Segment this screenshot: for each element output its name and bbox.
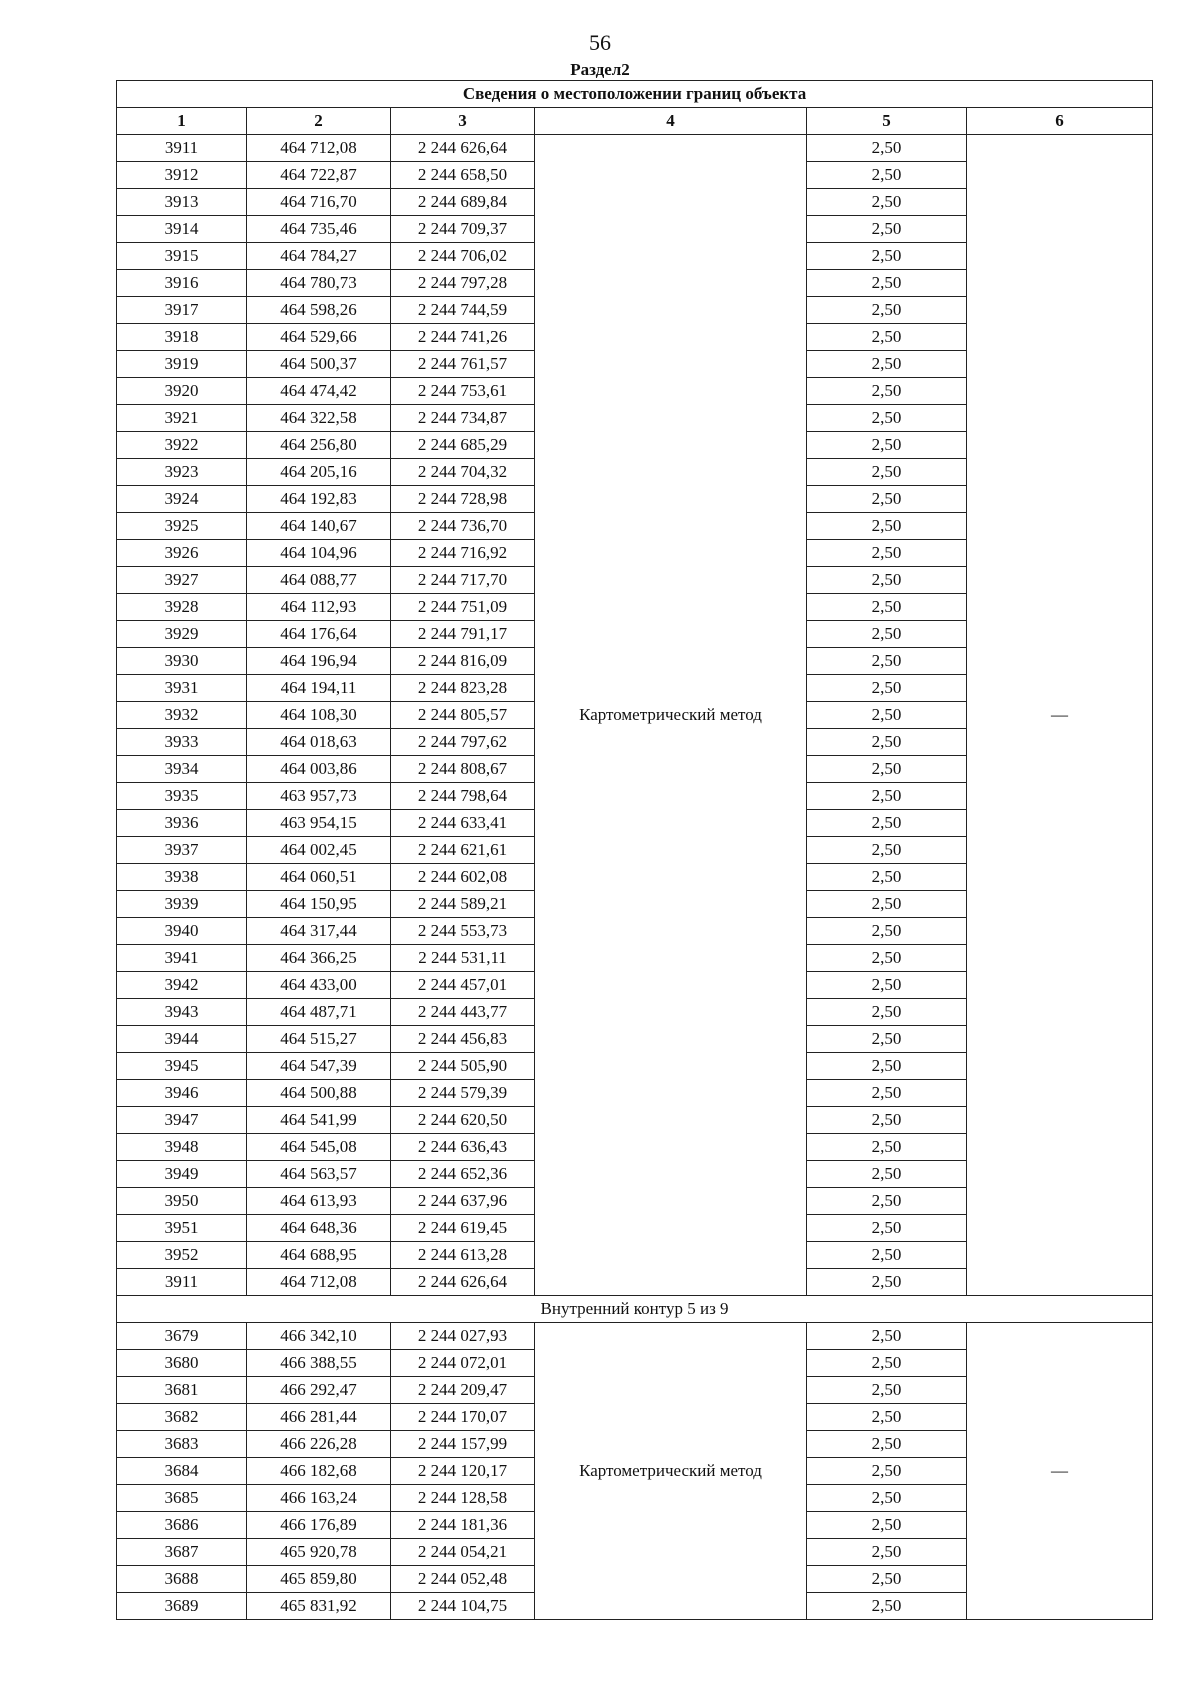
point-number: 3936 xyxy=(117,810,247,837)
table-row xyxy=(117,135,1153,162)
coordinate-x: 466 176,89 xyxy=(247,1512,391,1539)
coordinate-y: 2 244 751,09 xyxy=(391,594,535,621)
accuracy-value: 2,50 xyxy=(807,1485,967,1512)
accuracy-value: 2,50 xyxy=(807,1161,967,1188)
coordinate-y: 2 244 741,26 xyxy=(391,324,535,351)
point-number: 3911 xyxy=(117,135,247,162)
point-number: 3938 xyxy=(117,864,247,891)
accuracy-value: 2,50 xyxy=(807,1323,967,1350)
point-number: 3913 xyxy=(117,189,247,216)
point-number: 3922 xyxy=(117,432,247,459)
accuracy-value: 2,50 xyxy=(807,756,967,783)
point-number: 3920 xyxy=(117,378,247,405)
coordinate-y: 2 244 728,98 xyxy=(391,486,535,513)
point-number: 3688 xyxy=(117,1566,247,1593)
point-number: 3686 xyxy=(117,1512,247,1539)
coordinate-y: 2 244 823,28 xyxy=(391,675,535,702)
coordinate-y: 2 244 626,64 xyxy=(391,135,535,162)
accuracy-value: 2,50 xyxy=(807,1404,967,1431)
coordinate-y: 2 244 797,28 xyxy=(391,270,535,297)
description-cell: — xyxy=(967,135,1153,1296)
accuracy-value: 2,50 xyxy=(807,1053,967,1080)
coordinate-x: 464 735,46 xyxy=(247,216,391,243)
coordinate-y: 2 244 626,64 xyxy=(391,1269,535,1296)
accuracy-value: 2,50 xyxy=(807,216,967,243)
coordinate-x: 464 487,71 xyxy=(247,999,391,1026)
accuracy-value: 2,50 xyxy=(807,783,967,810)
coordinate-y: 2 244 553,73 xyxy=(391,918,535,945)
point-number: 3918 xyxy=(117,324,247,351)
coordinate-y: 2 244 054,21 xyxy=(391,1539,535,1566)
coordinate-x: 464 688,95 xyxy=(247,1242,391,1269)
point-number: 3951 xyxy=(117,1215,247,1242)
coordinate-x: 464 529,66 xyxy=(247,324,391,351)
coordinate-y: 2 244 104,75 xyxy=(391,1593,535,1620)
point-number: 3927 xyxy=(117,567,247,594)
coordinate-x: 464 060,51 xyxy=(247,864,391,891)
point-number: 3925 xyxy=(117,513,247,540)
point-number: 3911 xyxy=(117,1269,247,1296)
accuracy-value: 2,50 xyxy=(807,162,967,189)
point-number: 3679 xyxy=(117,1323,247,1350)
accuracy-value: 2,50 xyxy=(807,1134,967,1161)
point-number: 3914 xyxy=(117,216,247,243)
coordinate-x: 464 722,87 xyxy=(247,162,391,189)
coordinate-x: 464 500,88 xyxy=(247,1080,391,1107)
point-number: 3681 xyxy=(117,1377,247,1404)
coordinate-y: 2 244 027,93 xyxy=(391,1323,535,1350)
table-row xyxy=(117,1323,1153,1350)
accuracy-value: 2,50 xyxy=(807,1269,967,1296)
coordinate-x: 464 002,45 xyxy=(247,837,391,864)
point-number: 3689 xyxy=(117,1593,247,1620)
coordinate-x: 464 108,30 xyxy=(247,702,391,729)
coordinate-y: 2 244 128,58 xyxy=(391,1485,535,1512)
accuracy-value: 2,50 xyxy=(807,432,967,459)
description-cell: — xyxy=(967,1323,1153,1620)
point-number: 3933 xyxy=(117,729,247,756)
point-number: 3952 xyxy=(117,1242,247,1269)
coordinate-x: 464 003,86 xyxy=(247,756,391,783)
accuracy-value: 2,50 xyxy=(807,135,967,162)
point-number: 3926 xyxy=(117,540,247,567)
coordinate-y: 2 244 652,36 xyxy=(391,1161,535,1188)
page-number: 56 xyxy=(589,30,611,55)
coordinate-y: 2 244 808,67 xyxy=(391,756,535,783)
coordinate-x: 466 292,47 xyxy=(247,1377,391,1404)
coordinate-y: 2 244 717,70 xyxy=(391,567,535,594)
coordinate-x: 464 547,39 xyxy=(247,1053,391,1080)
point-number: 3941 xyxy=(117,945,247,972)
table-title: Сведения о местоположении границ объекта xyxy=(117,81,1153,108)
coordinate-y: 2 244 689,84 xyxy=(391,189,535,216)
coordinate-x: 464 150,95 xyxy=(247,891,391,918)
point-number: 3945 xyxy=(117,1053,247,1080)
point-number: 3931 xyxy=(117,675,247,702)
column-header-3: 3 xyxy=(391,108,535,135)
point-number: 3946 xyxy=(117,1080,247,1107)
point-number: 3687 xyxy=(117,1539,247,1566)
point-number: 3943 xyxy=(117,999,247,1026)
coordinate-x: 464 018,63 xyxy=(247,729,391,756)
accuracy-value: 2,50 xyxy=(807,1566,967,1593)
point-number: 3949 xyxy=(117,1161,247,1188)
accuracy-value: 2,50 xyxy=(807,1377,967,1404)
accuracy-value: 2,50 xyxy=(807,648,967,675)
coordinate-y: 2 244 181,36 xyxy=(391,1512,535,1539)
point-number: 3919 xyxy=(117,351,247,378)
coordinate-y: 2 244 072,01 xyxy=(391,1350,535,1377)
boundary-coordinates-table xyxy=(116,80,1153,1620)
coordinate-x: 464 088,77 xyxy=(247,567,391,594)
accuracy-value: 2,50 xyxy=(807,351,967,378)
coordinate-x: 466 342,10 xyxy=(247,1323,391,1350)
coordinate-x: 464 515,27 xyxy=(247,1026,391,1053)
coordinate-x: 465 831,92 xyxy=(247,1593,391,1620)
column-header-6: 6 xyxy=(967,108,1153,135)
coordinate-y: 2 244 505,90 xyxy=(391,1053,535,1080)
coordinate-y: 2 244 209,47 xyxy=(391,1377,535,1404)
point-number: 3950 xyxy=(117,1188,247,1215)
coordinate-x: 464 598,26 xyxy=(247,297,391,324)
column-header-1: 1 xyxy=(117,108,247,135)
point-number: 3944 xyxy=(117,1026,247,1053)
point-number: 3924 xyxy=(117,486,247,513)
point-number: 3929 xyxy=(117,621,247,648)
coordinate-x: 464 366,25 xyxy=(247,945,391,972)
point-number: 3685 xyxy=(117,1485,247,1512)
coordinate-y: 2 244 456,83 xyxy=(391,1026,535,1053)
coordinate-x: 464 780,73 xyxy=(247,270,391,297)
coordinate-x: 466 226,28 xyxy=(247,1431,391,1458)
coordinate-x: 464 322,58 xyxy=(247,405,391,432)
point-number: 3932 xyxy=(117,702,247,729)
accuracy-value: 2,50 xyxy=(807,540,967,567)
accuracy-value: 2,50 xyxy=(807,1350,967,1377)
accuracy-value: 2,50 xyxy=(807,1107,967,1134)
coordinate-y: 2 244 602,08 xyxy=(391,864,535,891)
coordinate-y: 2 244 531,11 xyxy=(391,945,535,972)
coordinate-x: 465 920,78 xyxy=(247,1539,391,1566)
coordinate-y: 2 244 744,59 xyxy=(391,297,535,324)
coordinate-x: 464 196,94 xyxy=(247,648,391,675)
coordinate-y: 2 244 457,01 xyxy=(391,972,535,999)
coordinate-y: 2 244 798,64 xyxy=(391,783,535,810)
coordinate-x: 464 712,08 xyxy=(247,1269,391,1296)
coordinate-x: 464 256,80 xyxy=(247,432,391,459)
accuracy-value: 2,50 xyxy=(807,189,967,216)
coordinate-x: 464 541,99 xyxy=(247,1107,391,1134)
column-header-2: 2 xyxy=(247,108,391,135)
coordinate-x: 464 140,67 xyxy=(247,513,391,540)
accuracy-value: 2,50 xyxy=(807,486,967,513)
coordinate-y: 2 244 706,02 xyxy=(391,243,535,270)
column-header-4: 4 xyxy=(535,108,807,135)
coordinate-x: 464 712,08 xyxy=(247,135,391,162)
coordinate-y: 2 244 791,17 xyxy=(391,621,535,648)
point-number: 3917 xyxy=(117,297,247,324)
coordinate-x: 464 474,42 xyxy=(247,378,391,405)
coordinate-y: 2 244 052,48 xyxy=(391,1566,535,1593)
contour-label-row xyxy=(117,1296,1153,1323)
coordinate-x: 466 182,68 xyxy=(247,1458,391,1485)
coordinate-y: 2 244 157,99 xyxy=(391,1431,535,1458)
coordinate-x: 464 176,64 xyxy=(247,621,391,648)
accuracy-value: 2,50 xyxy=(807,1242,967,1269)
accuracy-value: 2,50 xyxy=(807,270,967,297)
coordinate-y: 2 244 797,62 xyxy=(391,729,535,756)
coordinate-y: 2 244 633,41 xyxy=(391,810,535,837)
point-number: 3682 xyxy=(117,1404,247,1431)
accuracy-value: 2,50 xyxy=(807,405,967,432)
accuracy-value: 2,50 xyxy=(807,567,967,594)
coordinate-x: 466 281,44 xyxy=(247,1404,391,1431)
point-number: 3940 xyxy=(117,918,247,945)
coordinate-y: 2 244 443,77 xyxy=(391,999,535,1026)
accuracy-value: 2,50 xyxy=(807,945,967,972)
coordinate-x: 466 163,24 xyxy=(247,1485,391,1512)
accuracy-value: 2,50 xyxy=(807,675,967,702)
point-number: 3923 xyxy=(117,459,247,486)
accuracy-value: 2,50 xyxy=(807,837,967,864)
point-number: 3934 xyxy=(117,756,247,783)
coordinate-x: 464 716,70 xyxy=(247,189,391,216)
point-number: 3684 xyxy=(117,1458,247,1485)
coordinate-x: 464 433,00 xyxy=(247,972,391,999)
coordinate-y: 2 244 685,29 xyxy=(391,432,535,459)
accuracy-value: 2,50 xyxy=(807,702,967,729)
accuracy-value: 2,50 xyxy=(807,324,967,351)
coordinate-y: 2 244 620,50 xyxy=(391,1107,535,1134)
point-number: 3915 xyxy=(117,243,247,270)
accuracy-value: 2,50 xyxy=(807,621,967,648)
method-cell: Картометрический метод xyxy=(535,135,807,1296)
coordinate-y: 2 244 658,50 xyxy=(391,162,535,189)
point-number: 3928 xyxy=(117,594,247,621)
point-number: 3948 xyxy=(117,1134,247,1161)
accuracy-value: 2,50 xyxy=(807,1539,967,1566)
accuracy-value: 2,50 xyxy=(807,1431,967,1458)
table-body xyxy=(117,135,1153,1620)
accuracy-value: 2,50 xyxy=(807,1026,967,1053)
coordinate-x: 464 104,96 xyxy=(247,540,391,567)
point-number: 3942 xyxy=(117,972,247,999)
coordinate-x: 466 388,55 xyxy=(247,1350,391,1377)
accuracy-value: 2,50 xyxy=(807,1215,967,1242)
coordinate-y: 2 244 761,57 xyxy=(391,351,535,378)
coordinate-x: 464 194,11 xyxy=(247,675,391,702)
accuracy-value: 2,50 xyxy=(807,918,967,945)
method-cell: Картометрический метод xyxy=(535,1323,807,1620)
accuracy-value: 2,50 xyxy=(807,297,967,324)
coordinate-y: 2 244 637,96 xyxy=(391,1188,535,1215)
coordinate-y: 2 244 613,28 xyxy=(391,1242,535,1269)
column-header-5: 5 xyxy=(807,108,967,135)
coordinate-y: 2 244 805,57 xyxy=(391,702,535,729)
accuracy-value: 2,50 xyxy=(807,729,967,756)
accuracy-value: 2,50 xyxy=(807,1512,967,1539)
coordinate-y: 2 244 621,61 xyxy=(391,837,535,864)
accuracy-value: 2,50 xyxy=(807,864,967,891)
accuracy-value: 2,50 xyxy=(807,810,967,837)
coordinate-x: 464 500,37 xyxy=(247,351,391,378)
coordinate-y: 2 244 704,32 xyxy=(391,459,535,486)
point-number: 3680 xyxy=(117,1350,247,1377)
accuracy-value: 2,50 xyxy=(807,459,967,486)
coordinate-y: 2 244 736,70 xyxy=(391,513,535,540)
accuracy-value: 2,50 xyxy=(807,999,967,1026)
coordinate-x: 464 563,57 xyxy=(247,1161,391,1188)
point-number: 3930 xyxy=(117,648,247,675)
coordinate-y: 2 244 120,17 xyxy=(391,1458,535,1485)
point-number: 3683 xyxy=(117,1431,247,1458)
accuracy-value: 2,50 xyxy=(807,972,967,999)
coordinate-x: 464 784,27 xyxy=(247,243,391,270)
coordinate-y: 2 244 709,37 xyxy=(391,216,535,243)
accuracy-value: 2,50 xyxy=(807,1188,967,1215)
accuracy-value: 2,50 xyxy=(807,1080,967,1107)
coordinate-x: 464 112,93 xyxy=(247,594,391,621)
coordinate-y: 2 244 753,61 xyxy=(391,378,535,405)
column-header-row xyxy=(117,108,1153,135)
coordinate-y: 2 244 579,39 xyxy=(391,1080,535,1107)
accuracy-value: 2,50 xyxy=(807,243,967,270)
accuracy-value: 2,50 xyxy=(807,891,967,918)
point-number: 3916 xyxy=(117,270,247,297)
coordinate-x: 463 957,73 xyxy=(247,783,391,810)
point-number: 3947 xyxy=(117,1107,247,1134)
coordinate-x: 464 648,36 xyxy=(247,1215,391,1242)
coordinate-x: 464 317,44 xyxy=(247,918,391,945)
accuracy-value: 2,50 xyxy=(807,378,967,405)
coordinate-y: 2 244 170,07 xyxy=(391,1404,535,1431)
point-number: 3921 xyxy=(117,405,247,432)
contour-label: Внутренний контур 5 из 9 xyxy=(117,1296,1153,1323)
coordinate-y: 2 244 716,92 xyxy=(391,540,535,567)
accuracy-value: 2,50 xyxy=(807,1458,967,1485)
coordinate-y: 2 244 636,43 xyxy=(391,1134,535,1161)
coordinate-x: 464 205,16 xyxy=(247,459,391,486)
point-number: 3935 xyxy=(117,783,247,810)
coordinate-y: 2 244 734,87 xyxy=(391,405,535,432)
coordinate-x: 464 545,08 xyxy=(247,1134,391,1161)
point-number: 3912 xyxy=(117,162,247,189)
coordinate-x: 463 954,15 xyxy=(247,810,391,837)
point-number: 3937 xyxy=(117,837,247,864)
coordinate-x: 464 613,93 xyxy=(247,1188,391,1215)
coordinate-y: 2 244 816,09 xyxy=(391,648,535,675)
coordinate-y: 2 244 589,21 xyxy=(391,891,535,918)
section-title: Раздел2 xyxy=(570,60,630,79)
accuracy-value: 2,50 xyxy=(807,1593,967,1620)
coordinate-y: 2 244 619,45 xyxy=(391,1215,535,1242)
accuracy-value: 2,50 xyxy=(807,513,967,540)
coordinate-x: 464 192,83 xyxy=(247,486,391,513)
point-number: 3939 xyxy=(117,891,247,918)
coordinate-x: 465 859,80 xyxy=(247,1566,391,1593)
accuracy-value: 2,50 xyxy=(807,594,967,621)
